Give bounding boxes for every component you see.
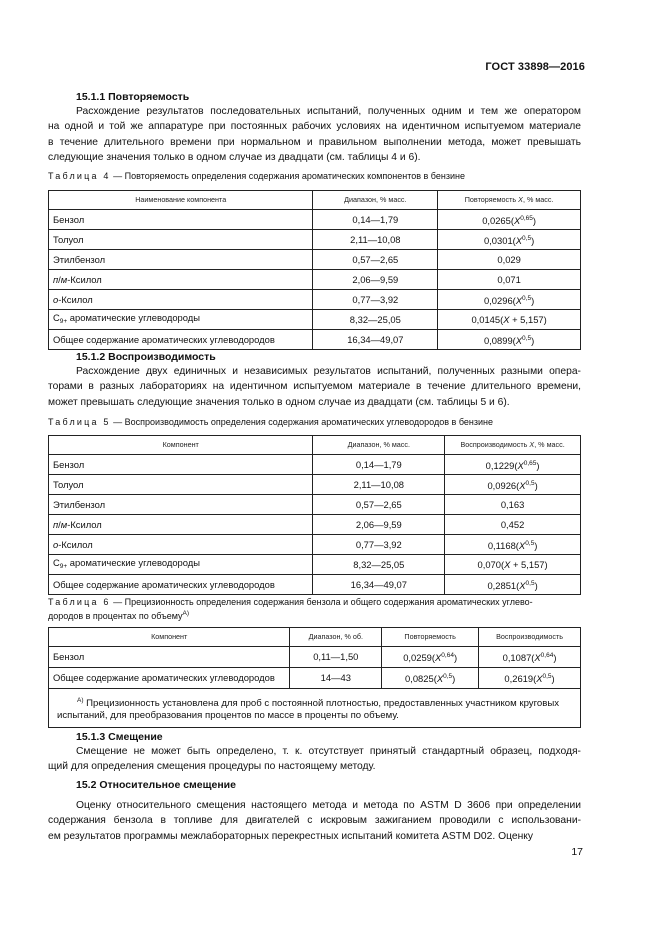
component-cell: Толуол: [49, 230, 313, 250]
range-cell: 8,32—25,05: [313, 310, 438, 330]
range-cell: 16,34—49,07: [313, 575, 445, 595]
component-cell: о-Ксилол: [49, 535, 313, 555]
column-header: Диапазон, % масс.: [313, 191, 438, 210]
range-cell: 16,34—49,07: [313, 330, 438, 350]
component-cell: Общее содержание ароматических углеводородов: [49, 330, 313, 350]
table-row: [49, 270, 581, 290]
column-header: Диапазон, % об.: [290, 628, 382, 647]
component-cell: п/м-Ксилол: [49, 515, 313, 535]
table-label: Таблица 4: [48, 171, 111, 181]
reproducibility-cell: $0,1087(X^{0,64})$: [479, 647, 581, 668]
paragraph-line: Расхождение результатов последовательных испытаний, полученных одним и тем же оператором: [76, 106, 581, 117]
table-footnote-row: [49, 689, 581, 728]
column-header: Повторяемость X, % масс.: [438, 191, 581, 210]
range-cell: 0,11—1,50: [290, 647, 382, 668]
table-6-caption: [48, 596, 588, 622]
component-cell: о-Ксилол: [49, 290, 313, 310]
section-15-2-title: 15.2 Относительное смещение: [76, 779, 236, 791]
value-cell: $0,1229(X^{0,65})$: [445, 455, 581, 475]
value-cell: $0,2851(X^{0,5})$: [445, 575, 581, 595]
document-id: ГОСТ 33898—2016: [485, 61, 585, 73]
table-header-row: [49, 191, 581, 210]
paragraph-line: торами в разных лабораториях на идентичном испытуемом материале в течение длительного времени,: [48, 381, 581, 393]
component-cell: Бензол: [49, 210, 313, 230]
reproducibility-cell: $0,2619(X^{0,5})$: [479, 668, 581, 689]
component-cell: Этилбензол: [49, 250, 313, 270]
section-15-2-text: [48, 798, 581, 844]
table-row: [49, 330, 581, 350]
paragraph-line: на одной и той же аппаратуре при постоянных рабочих условиях на идентичном испытуемом материале: [48, 121, 581, 133]
table-footnote: $^{A)}$ Прецизионность установлена для проб с постоянной плотностью, предоставленных участником круговых испытаний, для преобразования процентов по массе в проценты по объему.: [49, 689, 581, 728]
table-row: [49, 250, 581, 270]
table-title-continued: дородов в процентах по объему: [48, 611, 183, 621]
table-row: [49, 575, 581, 595]
table-5-caption: [48, 416, 493, 428]
table-row: [49, 290, 581, 310]
table-row: [49, 310, 581, 330]
table-4: [48, 190, 581, 350]
value-cell: $0,0296(X^{0,5})$: [438, 290, 581, 310]
range-cell: 2,11—10,08: [313, 230, 438, 250]
table-5: [48, 435, 581, 595]
paragraph-line: может превышать следующие значения только в одном случае из двадцати (см. таблицы 5 и 6).: [48, 396, 510, 408]
value-cell: 0,0145(X + 5,157): [438, 310, 581, 330]
range-cell: 14—43: [290, 668, 382, 689]
table-title: — Прецизионность определения содержания бензола и общего содержания ароматических углево-: [110, 597, 533, 607]
table-row: [49, 210, 581, 230]
column-header: Воспроизводимость X, % масс.: [445, 436, 581, 455]
value-cell: 0,071: [438, 270, 581, 290]
repeatability-cell: $0,0825(X^{0,5})$: [382, 668, 479, 689]
table-row: [49, 230, 581, 250]
paragraph-line: Смещение не может быть определено, т. к. отсутствует принятый стандартный образец, подходя-: [76, 746, 581, 757]
value-cell: 0,029: [438, 250, 581, 270]
table-row: [49, 555, 581, 575]
section-15-1-2-text: [48, 364, 581, 410]
table-row: [49, 647, 581, 668]
paragraph-line: щий для определения смещения процедуры по настоящему методу.: [48, 761, 376, 773]
paragraph-line: Оценку относительного смещения настоящего метода и метода по ASTM D 3606 при определении: [76, 800, 581, 811]
column-header: Воспроизводимость: [479, 628, 581, 647]
range-cell: 0,14—1,79: [313, 455, 445, 475]
column-header: Повторяемость: [382, 628, 479, 647]
paragraph-line: содержания бензола в топливе для двигателей с искровым зажиганием проводили с использовани-: [48, 815, 581, 827]
table-header-row: [49, 436, 581, 455]
component-cell: Общее содержание ароматических углеводородов: [49, 575, 313, 595]
column-header: Компонент: [49, 628, 290, 647]
table-label: Таблица 5: [48, 417, 111, 427]
table-title: — Повторяемость определения содержания ароматических компонентов в бензине: [110, 171, 465, 181]
value-cell: $0,0301(X^{0,5})$: [438, 230, 581, 250]
component-cell: Бензол: [49, 455, 313, 475]
table-title: — Воспроизводимость определения содержания ароматических углеводородов в бензине: [110, 417, 493, 427]
value-cell: $0,0265(X^{0,65})$: [438, 210, 581, 230]
component-cell: Общее содержание ароматических углеводородов: [49, 668, 290, 689]
component-cell: Бензол: [49, 647, 290, 668]
range-cell: 0,77—3,92: [313, 290, 438, 310]
value-cell: $0,0899(X^{0,5})$: [438, 330, 581, 350]
section-15-1-1-title: 15.1.1 Повторяемость: [76, 91, 190, 103]
table-row: [49, 455, 581, 475]
table-row: [49, 535, 581, 555]
range-cell: 8,32—25,05: [313, 555, 445, 575]
paragraph-line: ем результатов программы межлабораторных перекрестных испытаний комитета ASTM D02. Оценку: [48, 830, 534, 842]
range-cell: 0,14—1,79: [313, 210, 438, 230]
component-cell: Этилбензол: [49, 495, 313, 515]
component-cell: Толуол: [49, 475, 313, 495]
range-cell: 2,11—10,08: [313, 475, 445, 495]
table-row: [49, 475, 581, 495]
column-header: Диапазон, % масс.: [313, 436, 445, 455]
range-cell: 2,06—9,59: [313, 515, 445, 535]
value-cell: $0,1168(X^{0,5})$: [445, 535, 581, 555]
table-header-row: [49, 628, 581, 647]
column-header: Наименование компонента: [49, 191, 313, 210]
value-cell: $0,0926(X^{0,5})$: [445, 475, 581, 495]
table-6: [48, 627, 581, 728]
range-cell: 0,57—2,65: [313, 495, 445, 515]
component-cell: $C_{9+}$ ароматические углеводороды: [49, 310, 313, 330]
value-cell: 0,163: [445, 495, 581, 515]
section-15-1-3-text: [48, 744, 581, 775]
paragraph-line: следующие значения только в одном случае из двадцати (см. таблицы 4 и 6).: [48, 152, 421, 164]
table-row: [49, 495, 581, 515]
table-note-mark: A): [182, 610, 189, 617]
page-number: 17: [571, 846, 583, 858]
component-cell: $C_{9+}$ ароматические углеводороды: [49, 555, 313, 575]
paragraph-line: Расхождение двух единичных и независимых результатов испытаний, полученных разными опера-: [76, 366, 581, 377]
range-cell: 0,57—2,65: [313, 250, 438, 270]
range-cell: 2,06—9,59: [313, 270, 438, 290]
component-cell: п/м-Ксилол: [49, 270, 313, 290]
table-row: [49, 515, 581, 535]
paragraph-line: в течение длительного времени при нормальном и правильном выполнении метода, может превышать: [48, 136, 581, 148]
value-cell: 0,452: [445, 515, 581, 535]
table-4-caption: [48, 170, 465, 182]
range-cell: 0,77—3,92: [313, 535, 445, 555]
repeatability-cell: $0,0259(X^{0,64})$: [382, 647, 479, 668]
section-15-1-3-title: 15.1.3 Смещение: [76, 731, 163, 743]
table-row: [49, 668, 581, 689]
value-cell: 0,070(X + 5,157): [445, 555, 581, 575]
column-header: Компонент: [49, 436, 313, 455]
table-label: Таблица 6: [48, 597, 111, 607]
section-15-1-1-text: [48, 104, 581, 166]
section-15-1-2-title: 15.1.2 Воспроизводимость: [76, 351, 216, 363]
